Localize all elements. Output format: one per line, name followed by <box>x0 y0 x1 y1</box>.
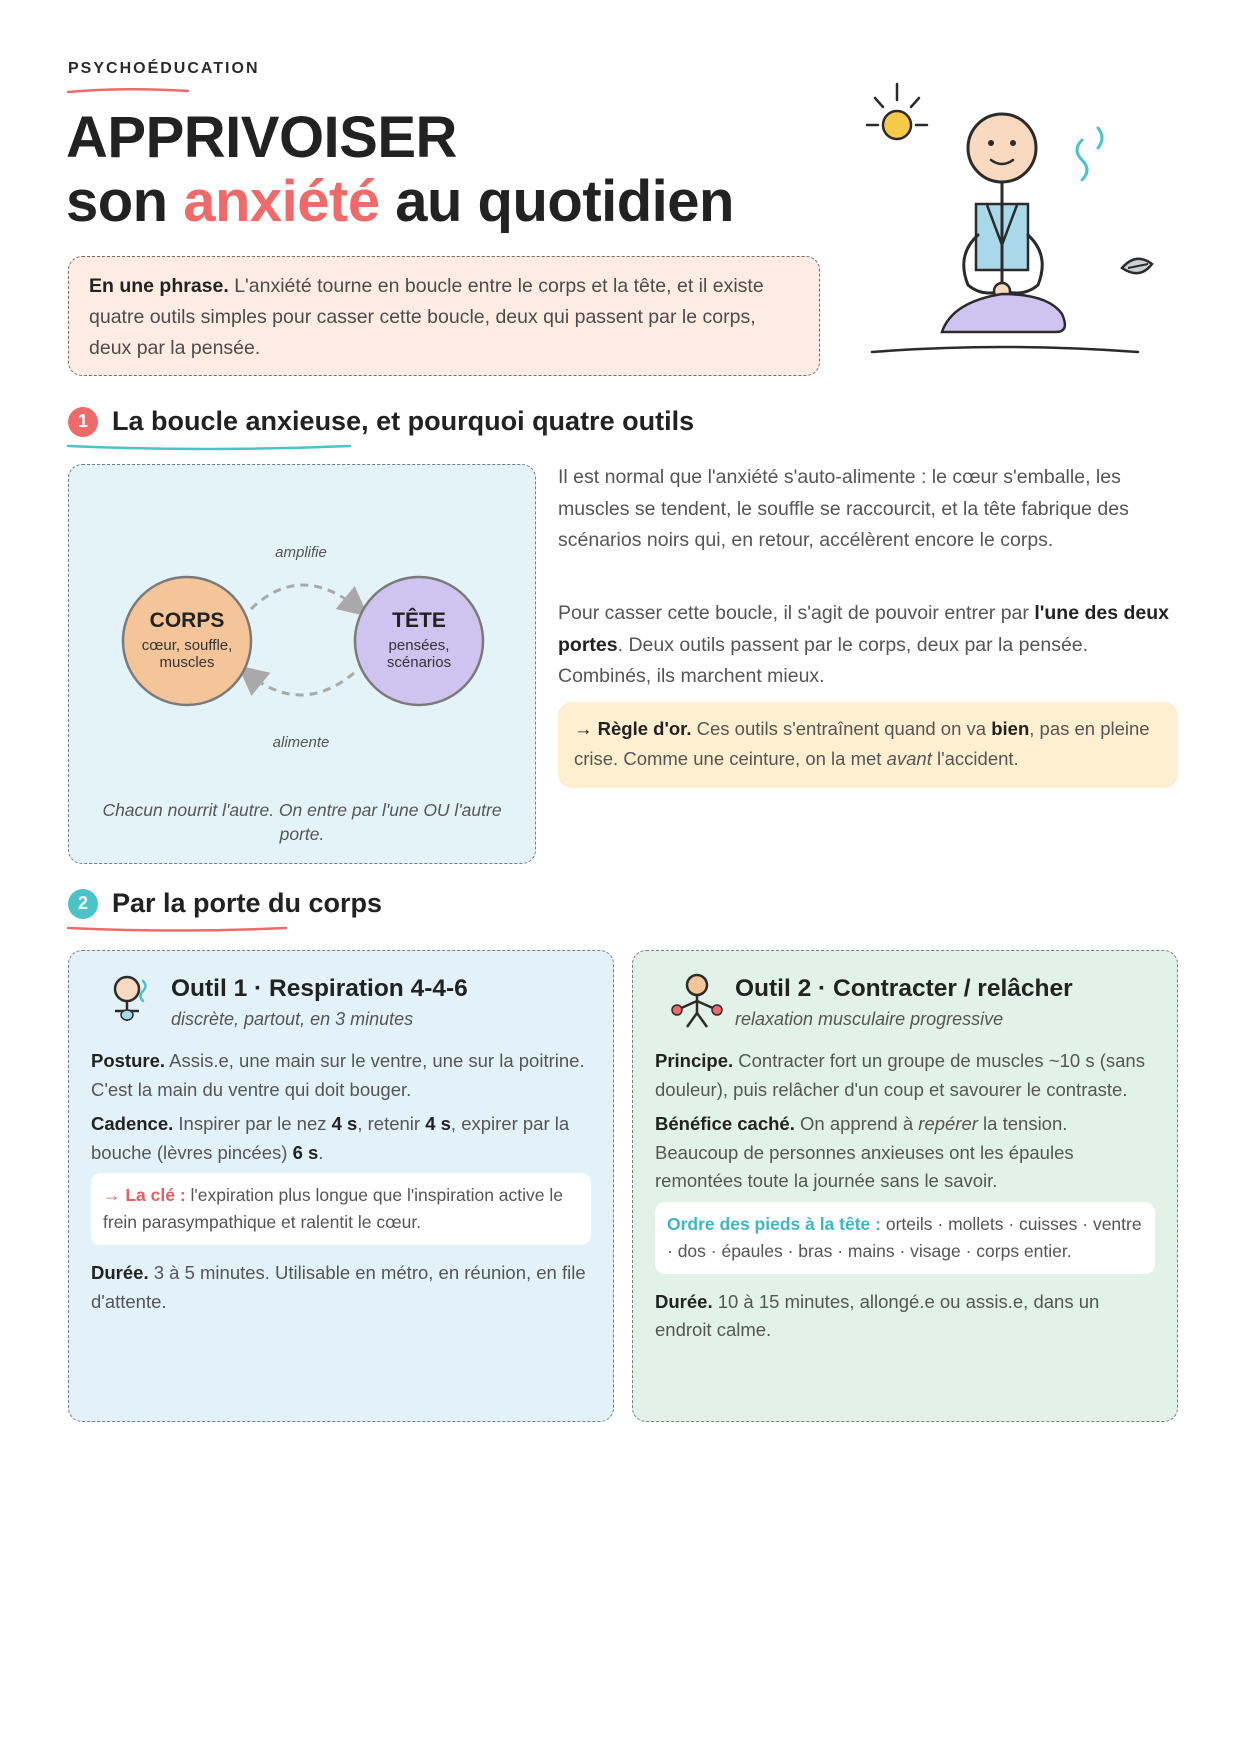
loop-top-label: amplifie <box>275 544 327 561</box>
section1-underline <box>66 442 352 452</box>
tool1-header <box>91 951 591 1047</box>
summary-box <box>68 256 820 376</box>
tool2-benefit-t1: On apprend à <box>794 1113 919 1134</box>
sun-icon <box>867 84 927 139</box>
rule-italic: avant <box>886 748 932 769</box>
tool1-cadence-t1: Inspirer par le nez <box>173 1113 332 1134</box>
breathing-person-icon <box>105 971 155 1027</box>
person-figure <box>942 114 1065 332</box>
tool2-order-label: Ordre des pieds à la tête : <box>667 1213 881 1234</box>
tool1-posture-label: Posture. <box>91 1050 166 1071</box>
section1-number: 1 <box>68 407 98 437</box>
tool1-cadence <box>91 1110 591 1167</box>
section1-title: La boucle anxieuse, et pourquoi quatre outils <box>112 406 695 436</box>
ground-line <box>872 347 1138 352</box>
tool1-duration-text: 3 à 5 minutes. Utilisable en métro, en réunion, en file d'attente. <box>91 1262 586 1312</box>
page-title <box>66 106 734 234</box>
tool2-duration-text: 10 à 15 minutes, allongé.e ou assis.e, dans un endroit calme. <box>655 1290 1100 1340</box>
tool1-tip-label: → La clé : <box>103 1185 186 1205</box>
tool1-duration-label: Durée. <box>91 1262 149 1283</box>
tool2-subtitle: relaxation musculaire progressive <box>735 1009 1004 1029</box>
arrow-feed <box>247 673 354 695</box>
golden-rule-box <box>558 702 1178 788</box>
muscle-relaxation-person-icon <box>669 971 725 1029</box>
tool1-duration <box>91 1259 591 1316</box>
tool2-card <box>632 950 1178 1422</box>
tool2-header <box>655 951 1155 1047</box>
rule-t3: l'accident. <box>931 748 1019 769</box>
tool1-cadence-t3: , expirer par la bouche (lèvres pincées) <box>91 1113 570 1163</box>
tool1-cadence-t4: . <box>318 1141 324 1163</box>
tool2-benefit-italic: repérer <box>918 1113 978 1134</box>
tete-sub2: scénarios <box>386 654 452 671</box>
section2-underline <box>66 924 288 934</box>
arrow-amplify <box>251 585 359 609</box>
rule-label: → Règle d'or. <box>574 718 692 739</box>
tool1-cadence-label: Cadence. <box>91 1113 174 1134</box>
explain-p2-bold: l'une des deux portes <box>558 602 1169 656</box>
tool2-principle <box>655 1047 1155 1104</box>
loop-caption: Chacun nourrit l'autre. On entre par l'une OU l'autre porte. <box>102 800 502 844</box>
tool1-card <box>68 950 614 1422</box>
tool1-cadence-b2: 4 s <box>425 1113 451 1134</box>
tool1-title: Outil 1 · Respiration 4-4-6 <box>171 975 468 1002</box>
tool2-benefit-label: Bénéfice caché. <box>655 1113 795 1134</box>
breeze-icon <box>1077 128 1102 180</box>
tool2-benefit-t2: la tension. Beaucoup de personnes anxieuses ont les épaules remontées toute la journée sans le savoir. <box>655 1113 1074 1191</box>
eyebrow-label: PSYCHOÉDUCATION <box>68 60 260 77</box>
tool1-cadence-b3: 6 s <box>292 1141 319 1163</box>
tool2-title: Outil 2 · Contracter / relâcher <box>735 975 1073 1002</box>
tool1-cadence-b1: 4 s <box>331 1113 358 1134</box>
tete-title: TÊTE <box>392 609 446 632</box>
summary-label: En une phrase. <box>89 275 229 297</box>
summary-text: L'anxiété tourne en boucle entre le corps et la tête, et il existe quatre outils simples pour casser cette boucle, deux qui passent par le corps, deux par la pensée. <box>89 275 764 359</box>
tool1-posture-text: Assis.e, une main sur le ventre, une sur la poitrine. C'est la main du ventre qui doit bouger. <box>91 1050 585 1100</box>
rule-bold: bien <box>991 718 1030 739</box>
title-line1: APPRIVOISER <box>66 105 457 170</box>
rule-t2: , pas en pleine crise. Comme une ceinture, on la met <box>574 718 1150 769</box>
loop-bottom-label: alimente <box>272 734 330 751</box>
tool1-cadence-t2: , retenir <box>357 1113 426 1134</box>
corps-sub2: muscles <box>159 654 215 671</box>
tool2-order-tip <box>655 1202 1155 1274</box>
section2-heading <box>68 888 382 919</box>
explain-paragraph-1: Il est normal que l'anxiété s'auto-alimente : le cœur s'emballe, les muscles se tendent, le souffle se raccourcit, et la tête fabrique des scénarios noirs qui, en retour, accélèrent encore le corps. <box>558 466 1129 551</box>
tool2-principle-text: Contracter fort un groupe de muscles ~10 s (sans douleur), puis relâcher d'un coup et savourer le contraste. <box>655 1050 1145 1100</box>
leaf-icon <box>1122 259 1152 273</box>
explain-p2-pre: Pour casser cette boucle, il s'agit de pouvoir entrer par <box>558 602 1035 624</box>
tete-sub1: pensées, <box>388 637 450 654</box>
tool2-duration <box>655 1288 1155 1345</box>
eyebrow-underline <box>66 86 190 96</box>
tool1-posture <box>91 1047 591 1104</box>
tool2-order-text: orteils · mollets · cuisses · ventre · dos · épaules · bras · mains · visage · corps entier. <box>667 1213 1142 1261</box>
section2-number: 2 <box>68 889 98 919</box>
tool1-tip-text: l'expiration plus longue que l'inspiration active le frein parasympathique et ralentit le cœur. <box>103 1185 563 1232</box>
section2-title: Par la porte du corps <box>112 888 383 918</box>
calm-person-illustration <box>850 70 1180 370</box>
tool2-duration-label: Durée. <box>655 1290 713 1312</box>
corps-sub1: cœur, souffle, <box>141 637 233 654</box>
title-line2-pre: son <box>66 169 184 234</box>
explain-p2-post: . Deux outils passent par le corps, deux par la pensée. Combinés, ils marchent mieux. <box>558 633 1089 687</box>
rule-t1: Ces outils s'entraînent quand on va <box>691 718 992 739</box>
section1-heading <box>68 406 694 437</box>
title-accent-word: anxiété <box>183 169 380 234</box>
corps-title: CORPS <box>149 609 225 632</box>
tool2-principle-label: Principe. <box>655 1050 734 1071</box>
tool1-key-tip <box>91 1173 591 1245</box>
explain-paragraph-2 <box>558 598 1178 693</box>
tool2-benefit <box>655 1110 1155 1196</box>
title-line2-post: au quotidien <box>379 169 734 234</box>
tool1-subtitle: discrète, partout, en 3 minutes <box>171 1009 414 1029</box>
